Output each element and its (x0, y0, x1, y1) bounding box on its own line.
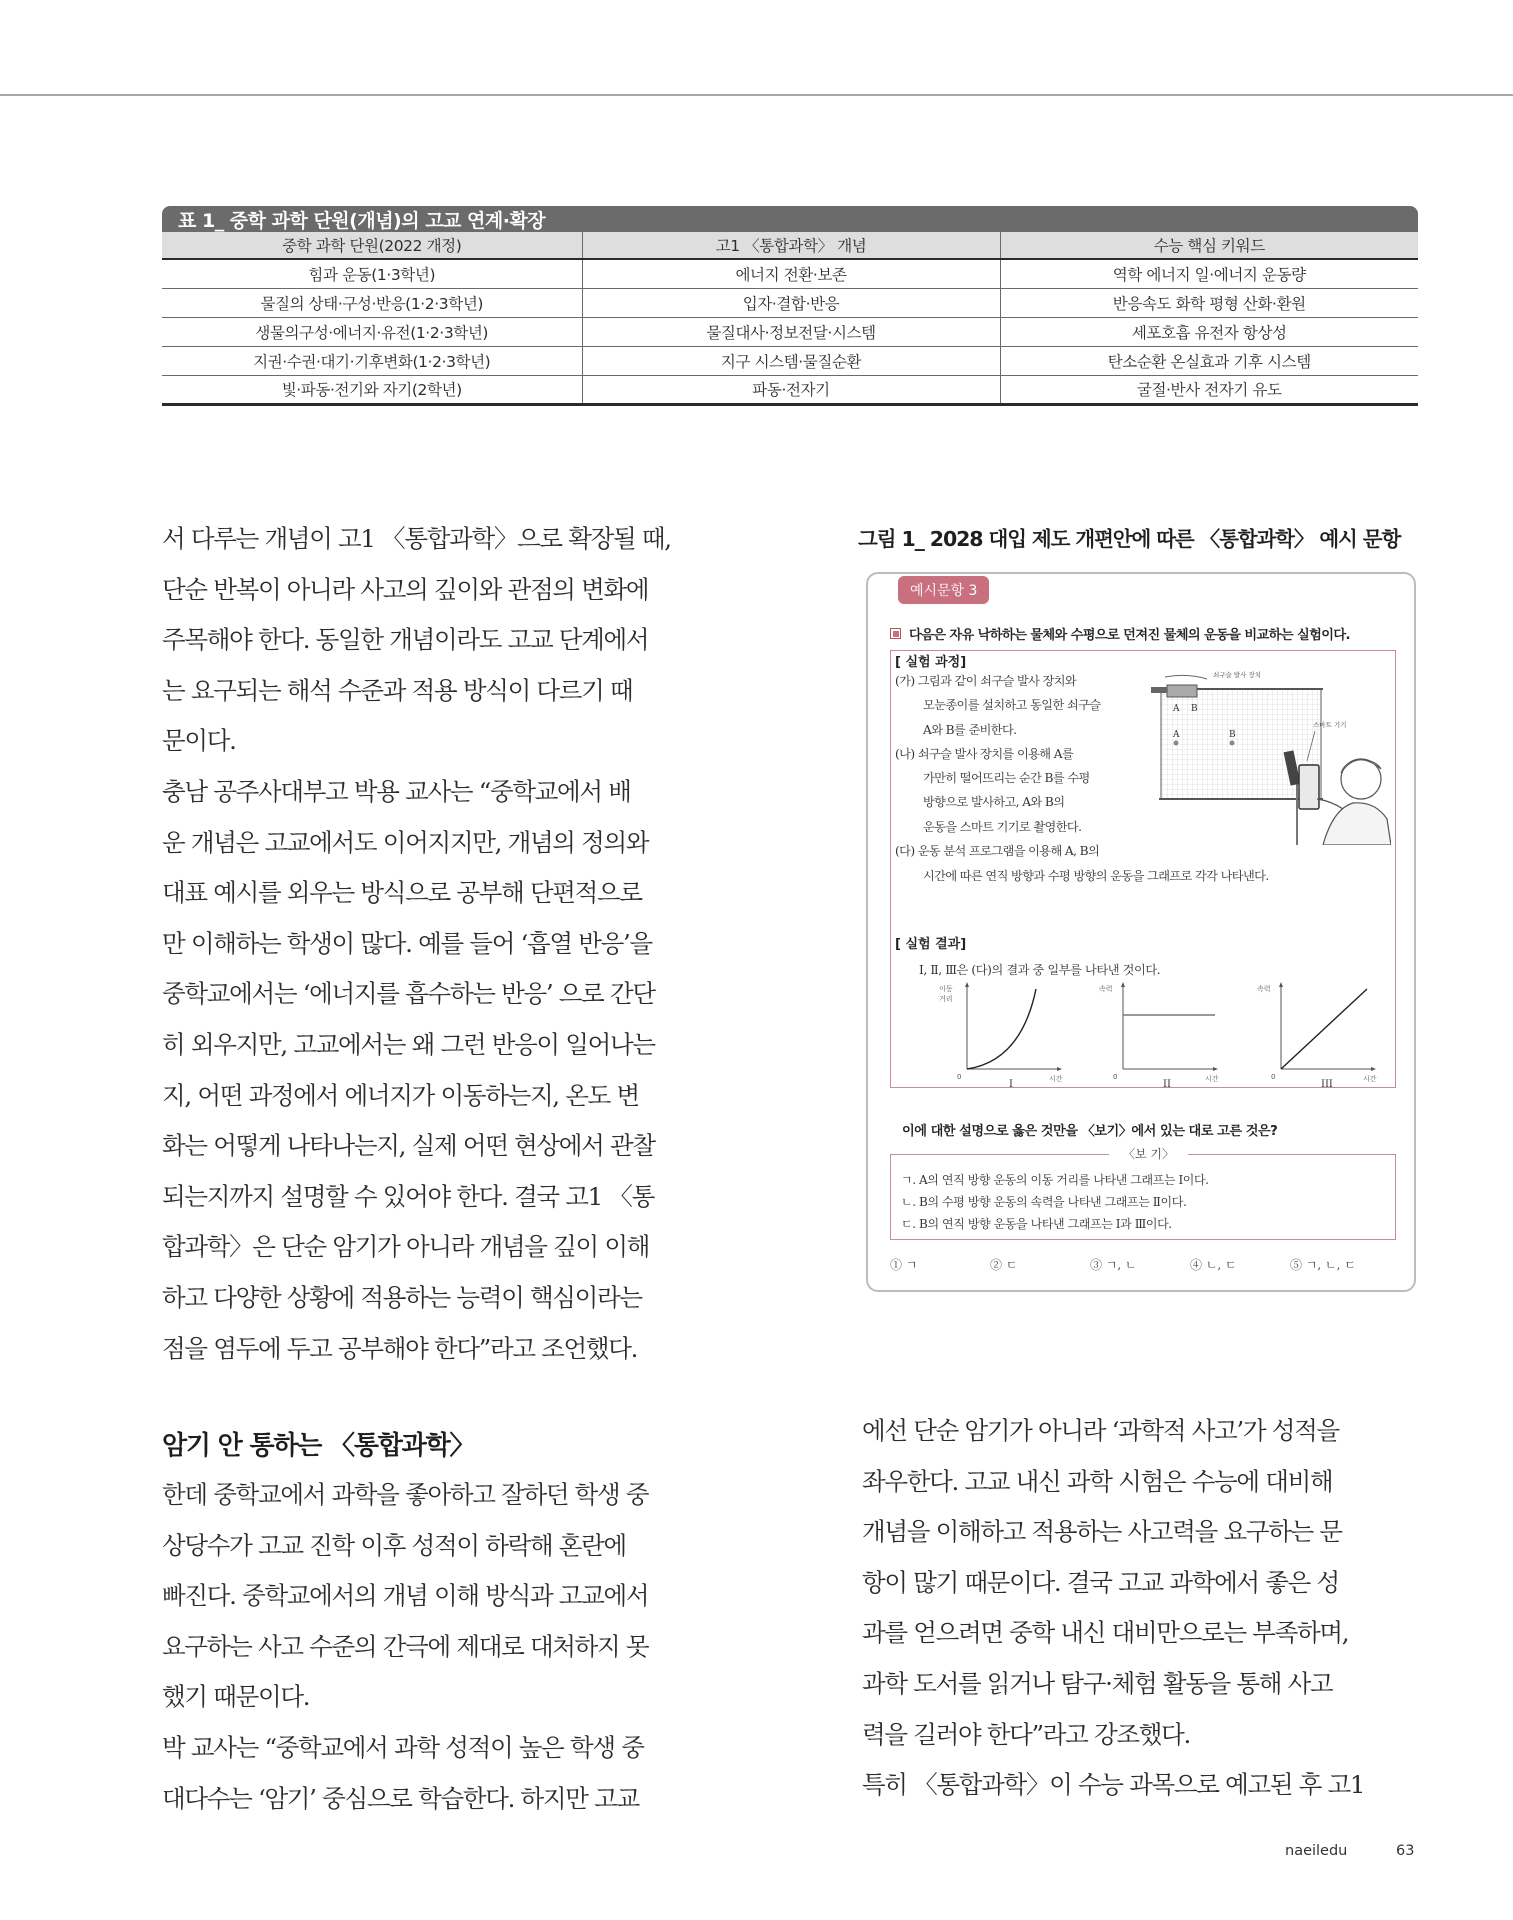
smart-device (1299, 765, 1319, 809)
bogi-box (890, 1147, 1396, 1240)
body-line: 박 교사는 “중학교에서 과학 성적이 높은 학생 중 (162, 1732, 644, 1762)
graph-1-ylabel-2: 거리 (939, 995, 953, 1003)
footer-brand: naeiledu (1285, 1843, 1348, 1859)
column-header: 중학 과학 단원(2022 개정) (162, 232, 582, 259)
section-heading: 암기 안 통하는 〈통합과학〉 (162, 1431, 475, 1461)
procedure-line: 운동을 스마트 기기로 촬영한다. (923, 819, 1082, 834)
bogi-label: 〈보 기〉 (1109, 1145, 1188, 1162)
result-description: Ⅰ, Ⅱ, Ⅲ은 (다)의 결과 중 일부를 나타낸 것이다. (919, 963, 1161, 977)
body-line: 대다수는 ‘암기’ 중심으로 학습한다. 하지만 고교 (162, 1783, 639, 1813)
body-line: 합과학〉은 단순 암기가 아니라 개념을 깊이 이해 (162, 1232, 650, 1262)
body-line: 과학 도서를 읽거나 탐구·체험 활동을 통해 사고 (862, 1668, 1333, 1698)
body-line: 운 개념은 고교에서도 이어지지만, 개념의 정의와 (162, 827, 649, 857)
ball-a-position-label: A (1173, 730, 1180, 740)
procedure-line: 시간에 따른 연직 방향과 수평 방향의 운동을 그래프로 각각 나타낸다. (923, 869, 1269, 883)
bogi-item: ㄴ. B의 수평 방향 운동의 속력을 나타낸 그래프는 Ⅱ이다. (901, 1195, 1187, 1209)
answer-choice: ② ㄷ (990, 1258, 1018, 1272)
table-cell: 탄소순환 온실효과 기후 시스템 (1000, 346, 1418, 375)
procedure-line: (가) 그림과 같이 쇠구슬 발사 장치와 (895, 674, 1077, 688)
body-line: 에선 단순 암기가 아니라 ‘과학적 사고’가 성적을 (862, 1416, 1339, 1445)
answer-choice: ④ ㄴ, ㄷ (1190, 1258, 1237, 1272)
figure-caption: 그림 1_ 2028 대입 제도 개편안에 따른 〈통합과학〉 예시 문항 (858, 527, 1401, 551)
graph-1-ylabel: 이동 (939, 985, 953, 993)
ball-b-position-label: B (1229, 730, 1236, 740)
launcher-label: 쇠구슬 발사 장치 (1213, 671, 1262, 679)
body-line: 특히 〈통합과학〉이 수능 과목으로 예고된 후 고1 (862, 1770, 1365, 1800)
answer-choice: ③ ㄱ, ㄴ (1090, 1258, 1137, 1272)
experiment-box (890, 650, 1396, 1088)
graph-3 (1257, 982, 1377, 1087)
page-number: 63 (1396, 1843, 1415, 1859)
table-title: 표 1_ 중학 과학 단원(개념)의 고교 연계·확장 (178, 209, 546, 232)
ball-a (1174, 741, 1179, 746)
graph-2-origin: 0 (1113, 1073, 1118, 1081)
body-line: 항이 많기 때문이다. 결국 고교 과학에서 좋은 성 (862, 1567, 1339, 1597)
procedure-heading: [ 실험 과정] (895, 655, 967, 670)
body-line: 만 이해하는 학생이 많다. 예를 들어 ‘흡열 반응’을 (162, 928, 652, 958)
ball-a-label: A (1173, 704, 1180, 714)
table-title-bar (162, 206, 1418, 232)
bogi-item: ㄱ. A의 연직 방향 운동의 이동 거리를 나타낸 그래프는 Ⅰ이다. (901, 1173, 1209, 1187)
body-line: 지, 어떤 과정에서 에너지가 이동하는지, 온도 변 (162, 1080, 639, 1110)
article-left-column (162, 514, 722, 1374)
ball-b (1230, 741, 1235, 746)
procedure-line: (다) 운동 분석 프로그램을 이용해 A, B의 (895, 844, 1100, 859)
column-header: 고1 〈통합과학〉 개념 (582, 232, 1000, 259)
body-line: 히 외우지만, 고교에서는 왜 그런 반응이 일어나는 (162, 1029, 655, 1059)
body-line: 요구하는 사고 수준의 간극에 제대로 대처하지 못 (162, 1631, 649, 1661)
procedure-line: A와 B를 준비한다. (923, 722, 1017, 737)
table-cell: 입자·결합·반응 (582, 288, 1000, 317)
body-line: 력을 길러야 한다”라고 강조했다. (862, 1719, 1190, 1749)
graph-3-origin: 0 (1271, 1073, 1276, 1081)
table-header-row (162, 232, 1418, 259)
table-cell: 생물의구성·에너지·유전(1·2·3학년) (162, 317, 582, 346)
question-lead (890, 624, 1350, 643)
table-row (162, 375, 1418, 404)
table-cell: 반응속도 화학 평형 산화·환원 (1000, 288, 1418, 317)
table-row (162, 259, 1418, 288)
question-text: 이에 대한 설명으로 옳은 것만을 〈보기〉에서 있는 대로 고른 것은? (902, 1124, 1278, 1139)
answer-choice: ① ㄱ (890, 1258, 918, 1272)
body-line: 화는 어떻게 나타나는지, 실제 어떤 현상에서 관찰 (162, 1131, 655, 1161)
table-cell: 빛·파동·전기와 자기(2학년) (162, 375, 582, 404)
body-line: 중학교에서는 ‘에너지를 흡수하는 반응’ 으로 간단 (162, 979, 655, 1009)
column-header: 수능 핵심 키워드 (1000, 232, 1418, 259)
graph-3-line (1281, 989, 1367, 1069)
table-cell: 파동·전자기 (582, 375, 1000, 404)
section-left-column (162, 1422, 722, 1824)
procedure-line: 모눈종이를 설치하고 동일한 쇠구슬 (923, 698, 1101, 713)
graphs-svg (911, 981, 1381, 1087)
result-heading: [ 실험 결과] (895, 937, 967, 952)
graph-3-label: III (1321, 1079, 1333, 1087)
body-line: 개념을 이해하고 적용하는 사고력을 요구하는 문 (862, 1517, 1342, 1547)
body-line: 좌우한다. 고교 내신 과학 시험은 수능에 대비해 (862, 1466, 1333, 1496)
body-line: 과를 얻으려면 중학 내신 대비만으로는 부족하며, (862, 1618, 1349, 1648)
body-line: 문이다. (162, 726, 236, 756)
body-line: 단순 반복이 아니라 사고의 깊이와 관점의 변화에 (162, 574, 649, 604)
table-cell: 역학 에너지 일·에너지 운동량 (1000, 259, 1418, 288)
table-cell: 에너지 전환·보존 (582, 259, 1000, 288)
body-line: 되는지까지 설명할 수 있어야 한다. 결국 고1 〈통 (162, 1181, 654, 1211)
answer-choices (890, 1256, 1390, 1273)
example-badge: 예시문항 3 (898, 576, 989, 604)
smart-device-label: 스마트 기기 (1313, 721, 1347, 729)
body-line: 한데 중학교에서 과학을 좋아하고 잘하던 학생 중 (162, 1480, 649, 1509)
answer-choice: ⑤ ㄱ, ㄴ, ㄷ (1290, 1258, 1356, 1272)
launcher-device (1167, 685, 1197, 697)
body-line: 서 다루는 개념이 고1 〈통합과학〉으로 확장될 때, (162, 524, 671, 553)
graph-1-curve (967, 989, 1036, 1069)
body-line: 빠진다. 중학교에서의 개념 이해 방식과 고교에서 (162, 1581, 649, 1611)
graph-1-xlabel: 시간 (1049, 1075, 1063, 1083)
bogi-item: ㄷ. B의 연직 방향 운동을 나타낸 그래프는 Ⅰ과 Ⅲ이다. (901, 1217, 1172, 1231)
body-line: 는 요구되는 해석 수준과 적용 방식이 다르기 때 (162, 675, 633, 705)
apparatus-illustration (1147, 669, 1391, 845)
procedure-line: (나) 쇠구슬 발사 장치를 이용해 A를 (895, 746, 1074, 761)
graph-3-xlabel: 시간 (1363, 1075, 1377, 1083)
table-1 (162, 206, 1418, 406)
section-right-column (862, 1406, 1422, 1811)
table-cell: 힘과 운동(1·3학년) (162, 259, 582, 288)
graph-2-ylabel: 속력 (1099, 985, 1113, 993)
concept-table (162, 232, 1418, 406)
table-cell: 지권·수권·대기·기후변화(1·2·3학년) (162, 346, 582, 375)
body-line: 상당수가 고교 진학 이후 성적이 하락해 혼란에 (162, 1530, 626, 1560)
table-row (162, 317, 1418, 346)
table-cell: 물질의 상태·구성·반응(1·2·3학년) (162, 288, 582, 317)
table-cell: 세포호흡 유전자 항상성 (1000, 317, 1418, 346)
graph-3-ylabel: 속력 (1257, 985, 1271, 993)
table-cell: 굴절·반사 전자기 유도 (1000, 375, 1418, 404)
result-graphs (911, 981, 1381, 1087)
question-lead-text: 다음은 자유 낙하하는 물체와 수평으로 던져진 물체의 운동을 비교하는 실험이다. (909, 628, 1350, 643)
student-body (1323, 803, 1391, 845)
table-row (162, 288, 1418, 317)
procedure-text (895, 669, 1100, 863)
square-bullet-icon (890, 628, 901, 639)
header-rule (0, 94, 1513, 96)
ball-b-label: B (1191, 704, 1198, 714)
graph-1 (939, 982, 1063, 1087)
body-line: 충남 공주사대부고 박용 교사는 “중학교에서 배 (162, 776, 631, 806)
table-cell: 물질대사·정보전달·시스템 (582, 317, 1000, 346)
body-line: 점을 염두에 두고 공부해야 한다”라고 조언했다. (162, 1333, 638, 1363)
procedure-line: 가만히 떨어뜨리는 순간 B를 수평 (923, 771, 1090, 786)
graph-2-label: II (1163, 1079, 1171, 1087)
graph-2-xlabel: 시간 (1205, 1075, 1219, 1083)
graph-1-label: I (1009, 1079, 1013, 1087)
table-row (162, 346, 1418, 375)
graph-2 (1099, 982, 1219, 1087)
body-line: 했기 때문이다. (162, 1682, 310, 1712)
bogi-items (901, 1169, 1209, 1235)
table-cell: 지구 시스템·물질순환 (582, 346, 1000, 375)
example-question-figure (866, 572, 1416, 1292)
procedure-line: 방향으로 발사하고, A와 B의 (923, 795, 1065, 810)
apparatus-svg (1147, 669, 1391, 845)
body-line: 주목해야 한다. 동일한 개념이라도 고교 단계에서 (162, 625, 649, 655)
body-line: 대표 예시를 외우는 방식으로 공부해 단편적으로 (162, 878, 642, 908)
body-line: 하고 다양한 상황에 적용하는 능력이 핵심이라는 (162, 1282, 642, 1312)
graph-1-origin: 0 (957, 1073, 962, 1081)
